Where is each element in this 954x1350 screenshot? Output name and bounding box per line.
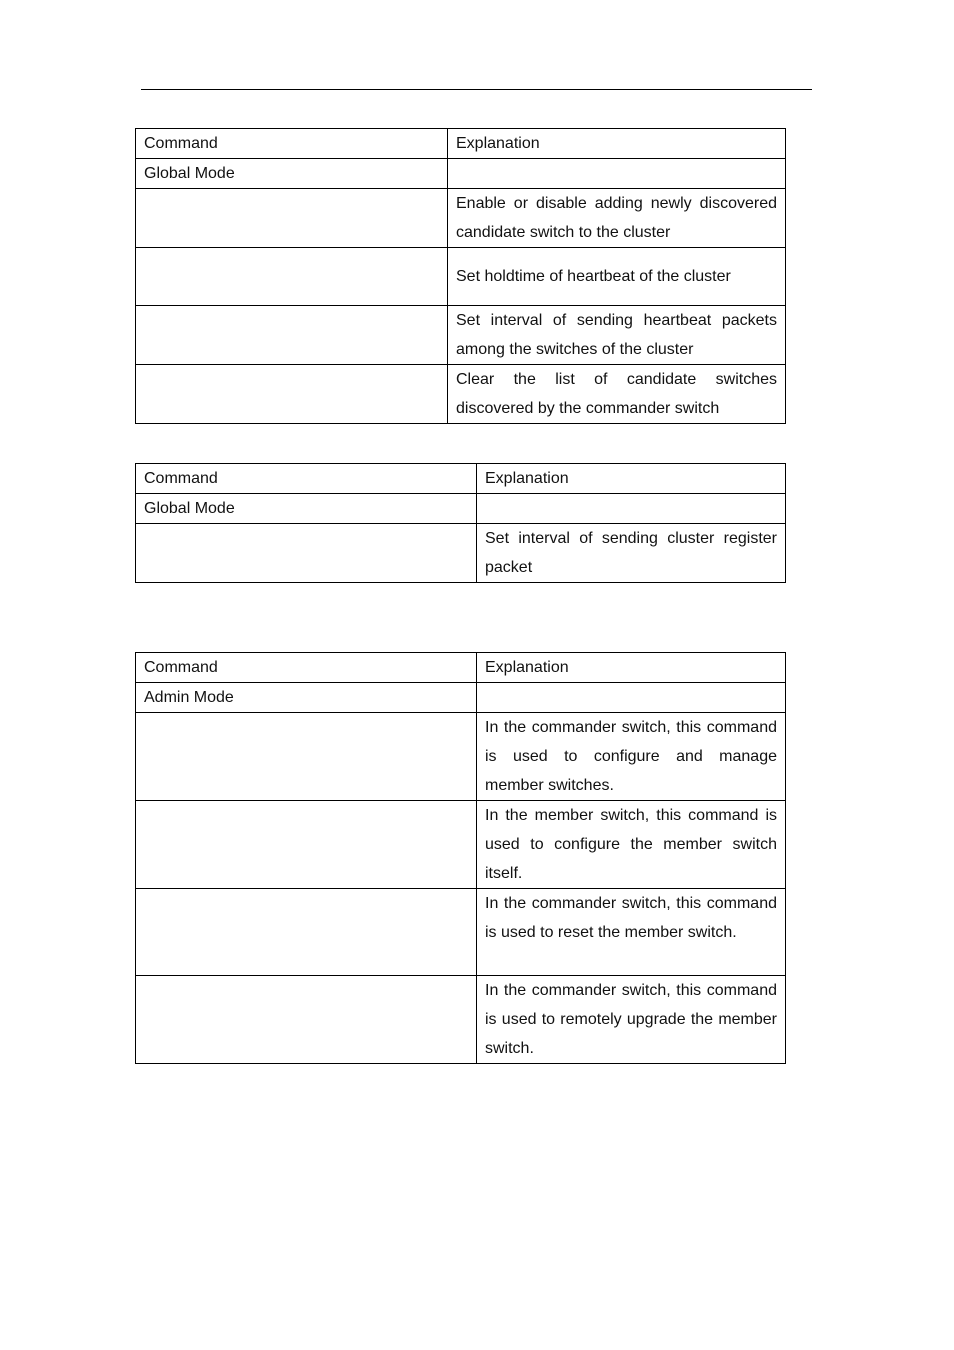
explanation-cell: Set interval of sending cluster register packet: [477, 524, 786, 583]
table-header-row: [136, 129, 786, 159]
table-row: [136, 248, 786, 306]
explanation-cell: Clear the list of candidate switches discovered by the commander switch: [448, 365, 786, 424]
mode-label: Global Mode: [136, 159, 448, 189]
explanation-column-header: Explanation: [477, 653, 786, 683]
table-row: [136, 976, 786, 1064]
command-column-header: Command: [136, 653, 477, 683]
mode-row: [136, 494, 786, 524]
command-column-header: Command: [136, 464, 477, 494]
page-header-rule: [141, 89, 812, 90]
command-column-header: Command: [136, 129, 448, 159]
table-row: [136, 713, 786, 801]
mode-row: [136, 683, 786, 713]
table-header-row: [136, 464, 786, 494]
mode-explanation-cell: [448, 159, 786, 189]
command-cell: [136, 889, 477, 976]
command-table-3: [135, 652, 786, 1064]
command-cell: [136, 801, 477, 889]
explanation-column-header: Explanation: [448, 129, 786, 159]
mode-explanation-cell: [477, 494, 786, 524]
command-cell: [136, 189, 448, 248]
table-row: [136, 801, 786, 889]
command-table-1: [135, 128, 786, 424]
explanation-cell: Set interval of sending heartbeat packets among the switches of the cluster: [448, 306, 786, 365]
table-row: [136, 306, 786, 365]
explanation-cell: Set holdtime of heartbeat of the cluster: [448, 248, 786, 306]
mode-label: Global Mode: [136, 494, 477, 524]
command-table-2: [135, 463, 786, 583]
table-row: [136, 524, 786, 583]
command-cell: [136, 365, 448, 424]
explanation-column-header: Explanation: [477, 464, 786, 494]
explanation-cell: Enable or disable adding newly discovered candidate switch to the cluster: [448, 189, 786, 248]
command-cell: [136, 306, 448, 365]
table-row: [136, 889, 786, 976]
mode-row: [136, 159, 786, 189]
table-row: [136, 189, 786, 248]
explanation-cell: In the commander switch, this command is used to reset the member switch.: [477, 889, 786, 976]
command-cell: [136, 713, 477, 801]
explanation-cell: In the member switch, this command is used to configure the member switch itself.: [477, 801, 786, 889]
mode-explanation-cell: [477, 683, 786, 713]
table-header-row: [136, 653, 786, 683]
command-cell: [136, 524, 477, 583]
mode-label: Admin Mode: [136, 683, 477, 713]
explanation-cell: In the commander switch, this command is used to configure and manage member switches.: [477, 713, 786, 801]
table-row: [136, 365, 786, 424]
command-cell: [136, 976, 477, 1064]
explanation-cell: In the commander switch, this command is used to remotely upgrade the member switch.: [477, 976, 786, 1064]
command-cell: [136, 248, 448, 306]
